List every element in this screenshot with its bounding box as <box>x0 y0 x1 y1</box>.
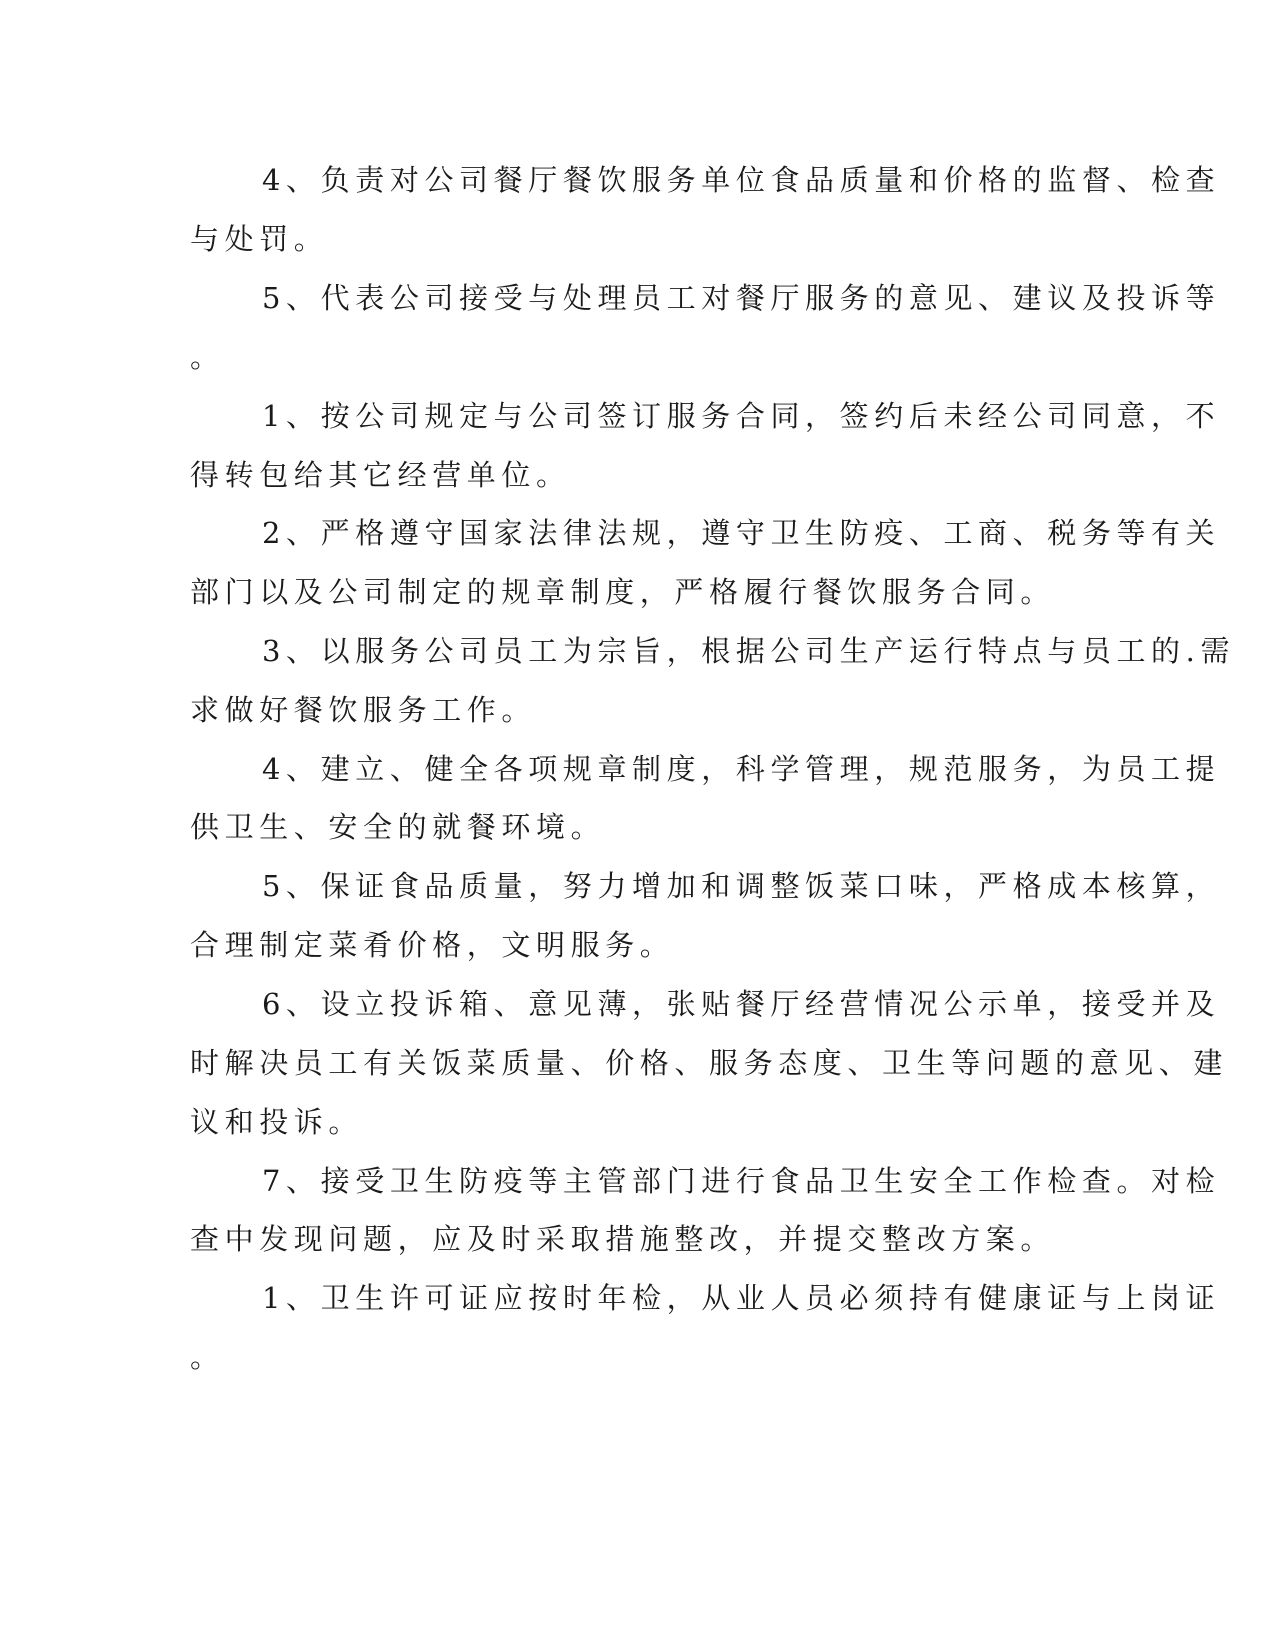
paragraph-line: 7、接受卫生防疫等主管部门进行食品卫生安全工作检查。对检 <box>262 1164 1221 1198</box>
paragraph-line: 1、按公司规定与公司签订服务合同，签约后未经公司同意，不 <box>262 399 1221 433</box>
paragraph-line: 4、负责对公司餐厅餐饮服务单位食品质量和价格的监督、检查 <box>262 163 1221 197</box>
paragraph-line: 。 <box>190 340 225 374</box>
paragraph-line: 得转包给其它经营单位。 <box>190 458 571 492</box>
paragraph-line: 供卫生、安全的就餐环境。 <box>190 810 606 844</box>
paragraph-line: 3、以服务公司员工为宗旨，根据公司生产运行特点与员工的.需 <box>262 634 1236 668</box>
paragraph-line: 求做好餐饮服务工作。 <box>190 693 537 727</box>
paragraph-line: 4、建立、健全各项规章制度，科学管理，规范服务，为员工提 <box>262 752 1221 786</box>
paragraph-line: 6、设立投诉箱、意见薄，张贴餐厅经营情况公示单，接受并及 <box>262 987 1221 1021</box>
paragraph-line: 时解决员工有关饭菜质量、价格、服务态度、卫生等问题的意见、建 <box>190 1046 1229 1080</box>
paragraph-line: 议和投诉。 <box>190 1105 364 1139</box>
paragraph-line: 。 <box>190 1340 225 1374</box>
paragraph-line: 1、卫生许可证应按时年检，从业人员必须持有健康证与上岗证 <box>262 1281 1221 1315</box>
paragraph-line: 5、代表公司接受与处理员工对餐厅服务的意见、建议及投诉等 <box>262 281 1221 315</box>
paragraph-line: 部门以及公司制定的规章制度，严格履行餐饮服务合同。 <box>190 575 1056 609</box>
paragraph-line: 与处罚。 <box>190 222 329 256</box>
paragraph-line: 合理制定菜肴价格，文明服务。 <box>190 928 675 962</box>
paragraph-line: 5、保证食品质量，努力增加和调整饭菜口味，严格成本核算， <box>262 869 1221 903</box>
paragraph-line: 2、严格遵守国家法律法规，遵守卫生防疫、工商、税务等有关 <box>262 516 1221 550</box>
paragraph-line: 查中发现问题，应及时采取措施整改，并提交整改方案。 <box>190 1222 1056 1256</box>
